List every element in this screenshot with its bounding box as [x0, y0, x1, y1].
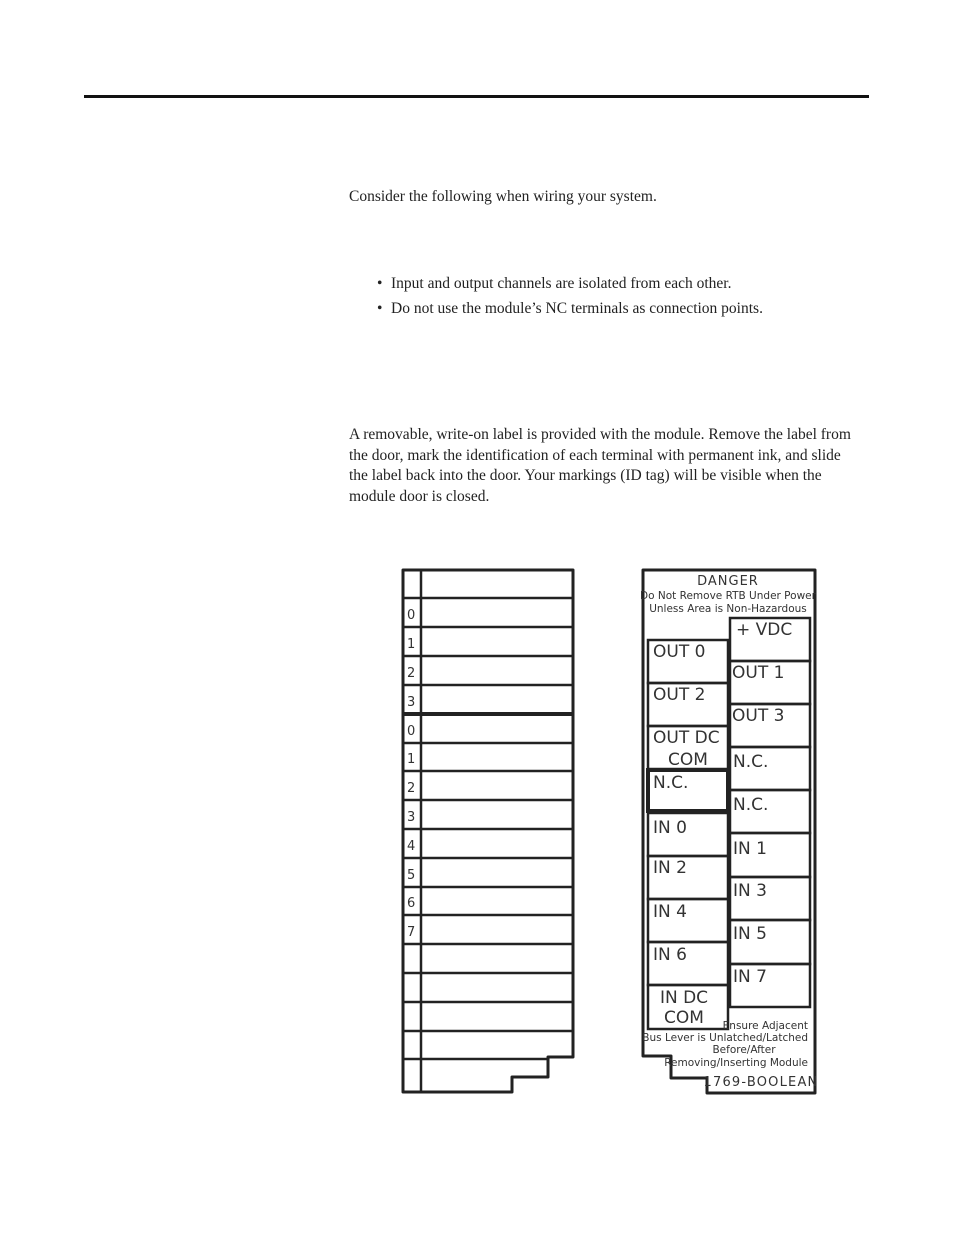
row-number: 5 — [407, 868, 416, 883]
danger-warning-line: Unless Area is Non-Hazardous — [649, 603, 807, 615]
write-on-label — [403, 570, 573, 1092]
catalog-number: 1769-BOOLEAN — [703, 1075, 819, 1090]
terminal-label-in-5: IN 5 — [733, 924, 767, 944]
terminal-label-in-0: IN 0 — [653, 818, 687, 838]
terminal-label-in-com: COM — [664, 1008, 704, 1028]
terminal-label-in-2: IN 2 — [653, 858, 687, 878]
row-number: 0 — [407, 608, 416, 623]
row-number: 1 — [407, 752, 416, 767]
terminal-label-out-1: OUT 1 — [732, 663, 785, 683]
label-instructions-paragraph: A removable, write-on label is provided with the module. Remove the label from the door, mark the identification of each terminal with permanent ink, and slide the label back into the door. Your markings (ID tag) will be visible when the module door is closed. — [349, 426, 851, 505]
row-number: 2 — [407, 781, 416, 796]
list-item: • Input and output channels are isolated from each other. — [376, 274, 763, 299]
terminal-label-vdc: + VDC — [736, 620, 793, 640]
row-number: 6 — [407, 896, 416, 911]
terminal-label-in-4: IN 4 — [653, 902, 687, 922]
intro-text: Consider the following when wiring your system. — [349, 188, 657, 205]
row-number: 3 — [407, 695, 416, 710]
terminal-label-nc: N.C. — [653, 773, 689, 793]
terminal-label-nc: N.C. — [733, 795, 769, 815]
terminal-label-out-dc: OUT DC — [653, 728, 720, 748]
terminal-label-out-3: OUT 3 — [732, 706, 785, 726]
terminal-label-in-6: IN 6 — [653, 945, 687, 965]
row-number: 4 — [407, 839, 416, 854]
bus-lever-note: Before/After — [712, 1044, 776, 1056]
row-number: 0 — [407, 724, 416, 739]
door-label-figure — [395, 562, 825, 1102]
row-number: 2 — [407, 666, 416, 681]
terminal-label-in-3: IN 3 — [733, 881, 767, 901]
danger-warning-line: Do Not Remove RTB Under Power — [640, 590, 816, 602]
terminal-label-in-1: IN 1 — [733, 839, 767, 859]
write-on-label-row-numbers — [407, 608, 415, 940]
terminal-label-nc: N.C. — [733, 752, 769, 772]
terminal-label-in-dc: IN DC — [659, 988, 709, 1008]
row-number: 7 — [407, 925, 416, 940]
list-item: • Do not use the module’s NC terminals as connection points. — [376, 299, 763, 324]
row-number: 3 — [407, 810, 416, 825]
terminal-label-out-com: COM — [668, 750, 708, 770]
bus-lever-note: Bus Lever is Unlatched/Latched — [642, 1032, 808, 1044]
bus-lever-note: Removing/Inserting Module — [664, 1057, 808, 1069]
row-number: 1 — [407, 637, 416, 652]
header-rule — [84, 95, 869, 98]
terminal-label-in-7: IN 7 — [733, 967, 767, 987]
wiring-considerations-list — [376, 274, 763, 324]
bus-lever-note: Ensure Adjacent — [722, 1020, 808, 1032]
terminal-label-out-0: OUT 0 — [653, 642, 706, 662]
danger-title: DANGER — [697, 574, 759, 589]
terminal-label-out-2: OUT 2 — [653, 685, 706, 705]
